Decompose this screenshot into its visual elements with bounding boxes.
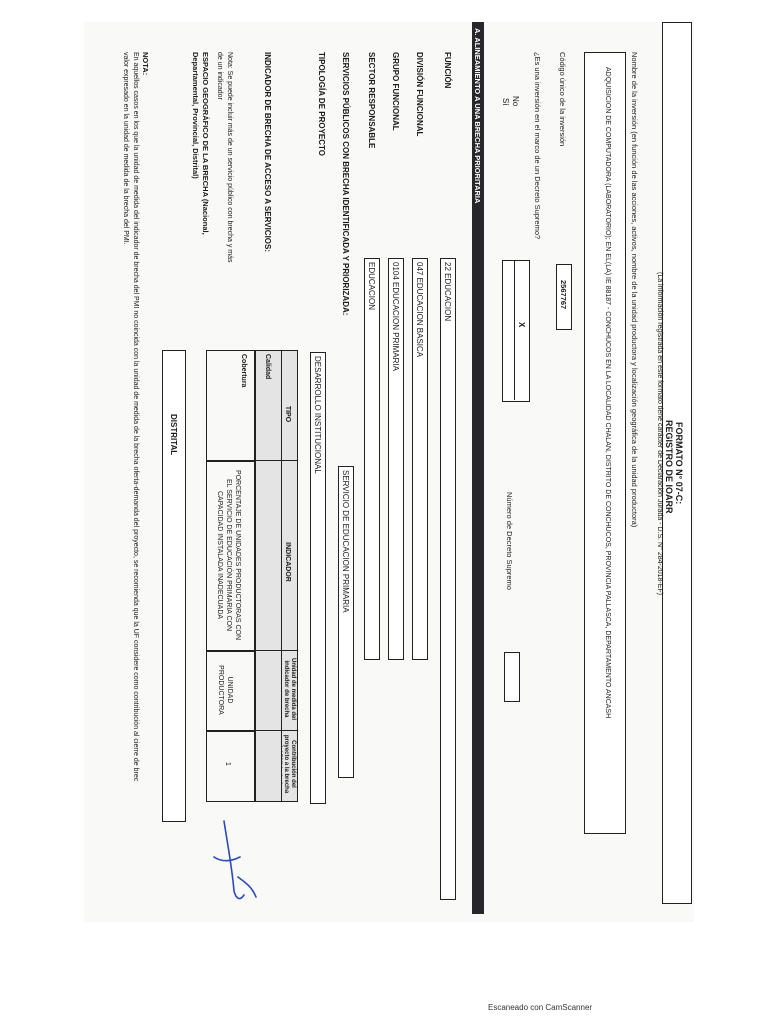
codigo-value: 2567767 bbox=[559, 280, 568, 310]
row-cobertura-tipo bbox=[206, 350, 256, 462]
decreto-question: ¿Es una inversión en el marco de un Decreto Supremo? bbox=[533, 52, 542, 240]
tipologia-value: DESARROLLO INSTITUCIONAL bbox=[313, 356, 322, 474]
form-subtitle: REGISTRO DE IOARR bbox=[664, 420, 674, 514]
espacio-label: ESPACIO GEOGRÁFICO DE LA BRECHA (Nacional, Departamental, Provincial, Distrital) bbox=[191, 52, 210, 235]
form-subtitle-note: (La información registrada en este formato tiene carácter de Declaración Jurada - D.S. N° 284-2018-EF) bbox=[656, 272, 663, 596]
row-calidad-valor bbox=[254, 730, 282, 802]
nota2-title: NOTA: bbox=[141, 52, 150, 76]
codigo-label: Código único de la inversión bbox=[558, 52, 567, 147]
division-value: 047 EDUCACION BASICA bbox=[415, 262, 424, 358]
decreto-choice-divider bbox=[514, 260, 515, 400]
th-indicador-text: INDICADOR bbox=[284, 542, 291, 582]
row-cobertura-unidad-text: UNIDAD PRODUCTORA bbox=[217, 665, 233, 715]
sector-value: EDUCACION bbox=[367, 262, 376, 311]
scanner-watermark: Escaneado con CamScanner bbox=[488, 1003, 593, 1012]
grupo-value: 0104 EDUCACION PRIMARIA bbox=[391, 262, 400, 371]
document-sheet bbox=[84, 22, 694, 922]
no-label: No bbox=[511, 96, 520, 107]
row-calidad-indicador bbox=[254, 460, 282, 652]
nota-label: Nota: Se puede incluir más de un servicio público con brecha y más de un indicador bbox=[216, 52, 233, 263]
grupo-label: GRUPO FUNCIONAL bbox=[391, 52, 400, 131]
th-unidad-text: Unidad de medida del indicador de brecha bbox=[283, 657, 296, 720]
name-value: ADQUISICION DE COMPUTADORA (LABORATORIO); EN EL(LA) IE 88187 - CONCHUCOS EN LA LOCALIDAD CHALAN, DISTRITO DE CONCHUCOS, PROVINCIA PALLASCA, DEPARTAMENTO ANCASH bbox=[604, 67, 611, 719]
si-label: Sí bbox=[501, 98, 510, 106]
numero-decreto-label: Número de Decreto Supremo bbox=[505, 492, 514, 590]
nota2-line2: valor expresado en la unidad de medida de la brecha del PMI. bbox=[122, 52, 129, 245]
sector-label: SECTOR RESPONSABLE bbox=[367, 52, 376, 149]
espacio-value: DISTRITAL bbox=[169, 414, 178, 456]
funcion-value: 22 EDUCACION bbox=[443, 262, 452, 322]
division-label: DIVISIÓN FUNCIONAL bbox=[415, 52, 424, 137]
section-a-title: A. ALINEAMIENTO A UNA BRECHA PRIORITARIA bbox=[473, 28, 482, 204]
servicios-label: SERVICIOS PÚBLICOS CON BRECHA IDENTIFICADA Y PRIORIZADA: bbox=[341, 52, 350, 316]
funcion-box bbox=[440, 258, 456, 900]
row-calidad-unidad bbox=[254, 650, 282, 732]
row-cobertura-valor-text: 1 bbox=[224, 762, 231, 766]
servicios-value: SERVICIO DE EDUCACION PRIMARIA bbox=[341, 470, 350, 613]
th-valor-text: Contribución del proyecto a la brecha bbox=[283, 734, 296, 794]
row-calidad-tipo-text: Calidad bbox=[264, 354, 271, 380]
sector-box bbox=[364, 258, 380, 660]
form-title: FORMATO N° 07-C: bbox=[674, 422, 684, 505]
th-tipo-text: TIPO bbox=[284, 405, 291, 423]
signature bbox=[194, 817, 264, 907]
numero-decreto-box bbox=[504, 652, 520, 702]
no-mark: X bbox=[517, 322, 526, 328]
decreto-choice-box bbox=[502, 260, 530, 402]
funcion-label: FUNCIÓN bbox=[443, 52, 452, 89]
tipologia-label: TIPOLOGÍA DE PROYECTO bbox=[317, 52, 326, 157]
row-cobertura-indicador-text: PORCENTAJE DE UNIDADES PRODUCTORAS CON EL SERVICIO DE EDUCACIÓN PRIMARIA CON CAPACIDAD INSTALADA INADECUADA bbox=[216, 469, 241, 641]
row-cobertura-tipo-text: Cobertura bbox=[240, 354, 247, 388]
indicador-label: INDICADOR DE BRECHA DE ACCESO A SERVICIOS: bbox=[263, 52, 272, 253]
nota2-line1: En aquellos casos en los que la unidad de medida del indicador de brecha del PMI no coincida con la unidad de medida de la brecha oferta-demanda del proyecto, se recomienda que la UF considere como contribución al cierre de brec bbox=[132, 52, 139, 782]
name-label: Nombre de la inversión (en función de las acciones, activos, nombre de la unidad productora y localización geográfica de la unidad productora) bbox=[630, 52, 639, 528]
